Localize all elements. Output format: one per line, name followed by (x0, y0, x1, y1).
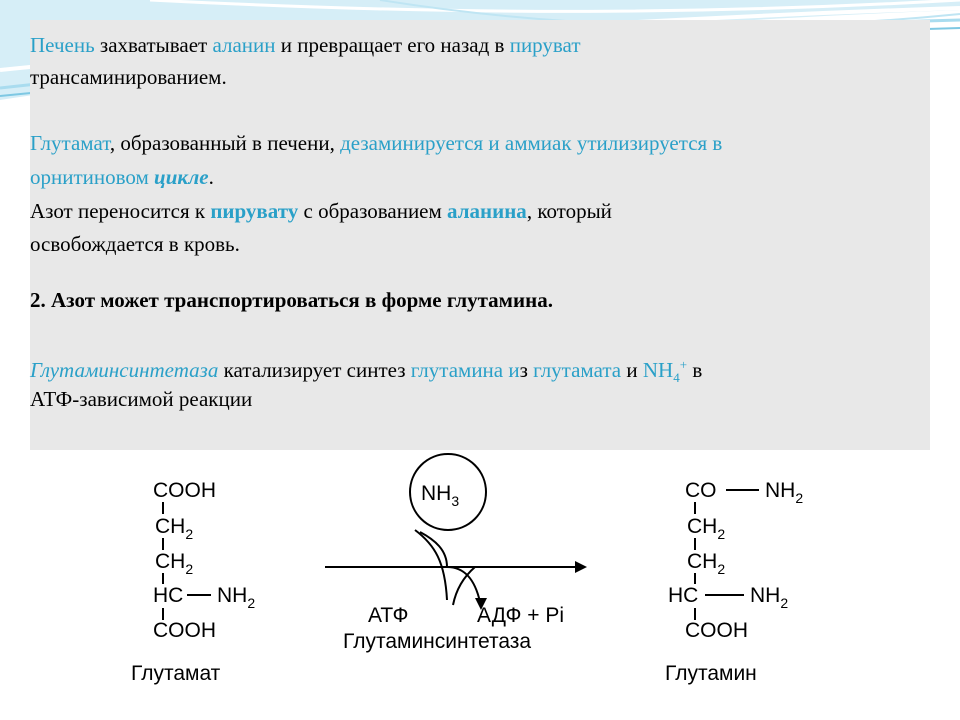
text: с образованием (298, 199, 448, 223)
para3-line1 (30, 194, 612, 228)
word-ornithine: орнитиновом (30, 165, 155, 189)
glutamate-cooh-top: COOH (153, 479, 216, 502)
para4-line2: АТФ-зависимой реакции (30, 387, 253, 411)
word-glutamine-synthetase: Глутаминсинтетаза (30, 358, 219, 382)
glutamate-label: Глутамат (131, 662, 221, 685)
text-box (30, 20, 930, 450)
reaction-diagram (75, 450, 875, 710)
glutamate-hc: HC (153, 584, 184, 607)
word-glutamate: Глутамат (30, 131, 110, 155)
text: з (519, 358, 534, 382)
adp-label: АДФ + Pi (477, 604, 565, 627)
glutamine-label: Глутамин (665, 662, 757, 685)
atp-label: АТФ (368, 604, 409, 627)
glutamine-ch2-2: $CH_2$ (687, 550, 726, 577)
text: и (621, 358, 643, 382)
glutamine-amide-nh2: $NH_2$ (765, 479, 804, 506)
word-deaminated: дезаминируется и аммиак утилизируется в (340, 131, 723, 155)
word-alanine-bold: аланина (447, 199, 527, 223)
word-pyruvate: пируват (509, 33, 581, 57)
para1-line1 (30, 28, 581, 62)
enzyme-label: Глутаминсинтетаза (343, 630, 532, 653)
word-glutamine: глутамина и (410, 358, 520, 382)
text: Азот переносится к (30, 199, 211, 223)
glutamine-nh2: $NH_2$ (750, 584, 789, 611)
ammonium: $NH_4^+$ (642, 357, 688, 386)
glutamine-hc: HC (668, 584, 699, 607)
text: , образованный в печени, (109, 131, 341, 155)
glutamate-ch2-1: $CH_2$ (155, 515, 194, 542)
glutamate-nh2: $NH_2$ (217, 584, 256, 611)
text: , который (526, 199, 612, 223)
text: и превращает его назад в (275, 33, 510, 57)
glutamine-cooh: COOH (685, 619, 748, 642)
word-pyruvate-bold: пирувату (210, 199, 299, 223)
text: катализирует синтез (218, 358, 411, 382)
glutamine-co: CO (685, 479, 717, 502)
word-glutamate-2: глутамата (533, 358, 622, 382)
glutamine-ch2-1: $CH_2$ (687, 515, 726, 542)
word-liver: Печень (30, 33, 95, 57)
nh3-label: $NH_3$ (421, 482, 460, 509)
para3-line2: освобождается в кровь. (30, 232, 240, 256)
heading-2: 2. Азот может транспортироваться в форме глутамина. (30, 288, 553, 312)
text: . (208, 165, 214, 189)
text: захватывает (94, 33, 213, 57)
glutamate-ch2-2: $CH_2$ (155, 550, 194, 577)
glutamate-cooh-bottom: COOH (153, 619, 216, 642)
para2-line1 (30, 126, 722, 160)
para1-line2: трансаминированием. (30, 65, 227, 89)
word-alanine: аланин (212, 33, 276, 57)
text: в (687, 358, 703, 382)
word-cycle: цикле (154, 165, 209, 189)
para2-line2 (30, 160, 214, 194)
